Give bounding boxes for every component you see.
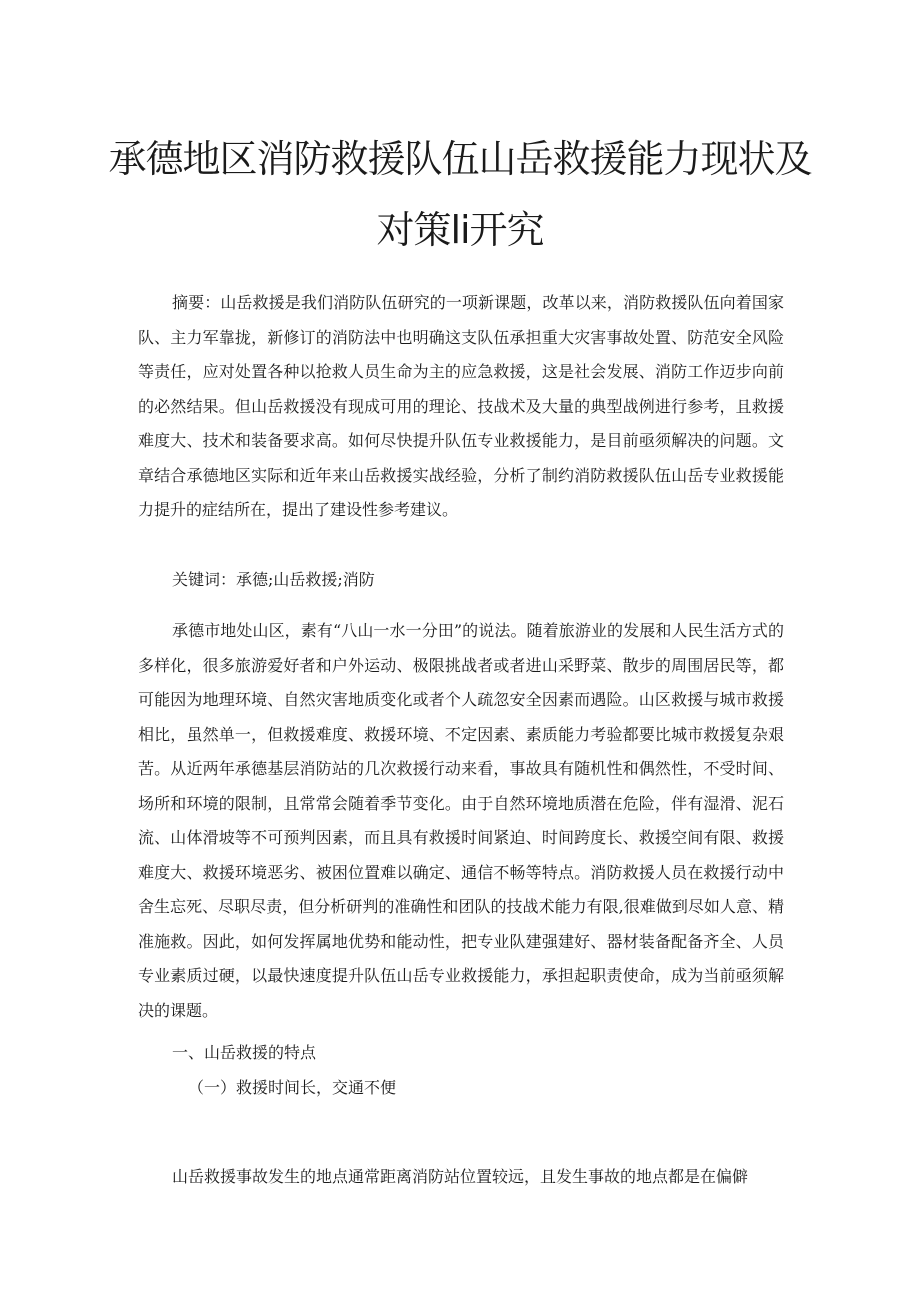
abstract-label: 摘要： — [172, 293, 221, 312]
document-title-line-2: 对策li开究 — [376, 208, 544, 252]
keywords-paragraph — [172, 563, 772, 598]
keywords-label: 关键词： — [172, 570, 237, 589]
abstract-text: 山岳救援是我们消防队伍研究的一项新课题，改革以来，消防救援队伍向着国家队、主力军靠拢，新修订的消防法中也明确这支队伍承担重大灾害事故处置、防范安全风险等责任，应对处置各种以抢救人员生命为主的应急救援，这是社会发展、消防工作迈步向前的必然结果。但山岳救援没有现成可用的理论、技战术及大量的典型战例进行参考，且救援难度大、技术和装备要求高。如何尽快提升队伍专业救援能力，是目前亟须解决的问题。文章结合承德地区实际和近年来山岳救援实战经验，分析了制约消防救援队伍山岳专业救援能力提升的症结所在，提出了建设性参考建议。 — [138, 293, 784, 519]
section-heading-1: 一、山岳救援的特点 — [172, 1043, 317, 1062]
document-title-line-1: 承德地区消防救援队伍山岳救援能力现状及 — [108, 137, 812, 181]
body-paragraph-1: 承德市地处山区，素有“八山一水一分田”的说法。随着旅游业的发展和人民生活方式的多样化，很多旅游爱好者和户外运动、极限挑战者或者进山采野菜、散步的周围居民等，都可能因为地理环境、自然灾害地质变化或者个人疏忽安全因素而遇险。山区救援与城市救援相比，虽然单一，但救援难度、救援环境、不定因素、素质能力考验都要比城市救援复杂艰苦。从近两年承德基层消防站的几次救援行动来看，事故具有随机性和偶然性，不受时间、场所和环境的限制，且常常会随着季节变化。由于自然环境地质潜在危险，伴有湿滑、泥石流、山体滑坡等不可预判因素，而且具有救援时间紧迫、时间跨度长、救援空间有限、救援难度大、救援环境恶劣、被困位置难以确定、通信不畅等特点。消防救援人员在救援行动中舍生忘死、尽职尽责，但分析研判的准确性和团队的技战术能力有限,很难做到尽如人意、精准施救。因此，如何发挥属地优势和能动性，把专业队建强建好、器材装备配备齐全、人员专业素质过硬，以最快速度提升队伍山岳专业救援能力，承担起职责使命，成为当前亟须解决的课题。 — [138, 621, 784, 1020]
subsection-heading-1-1: （一）救援时间长，交通不便 — [188, 1078, 397, 1097]
keywords-text: 承德;山岳救援;消防 — [236, 570, 375, 589]
body-paragraph-2: 山岳救援事故发生的地点通常距离消防站位置较远，且发生事故的地点都是在偏僻 — [172, 1167, 749, 1186]
abstract-paragraph — [138, 286, 784, 528]
